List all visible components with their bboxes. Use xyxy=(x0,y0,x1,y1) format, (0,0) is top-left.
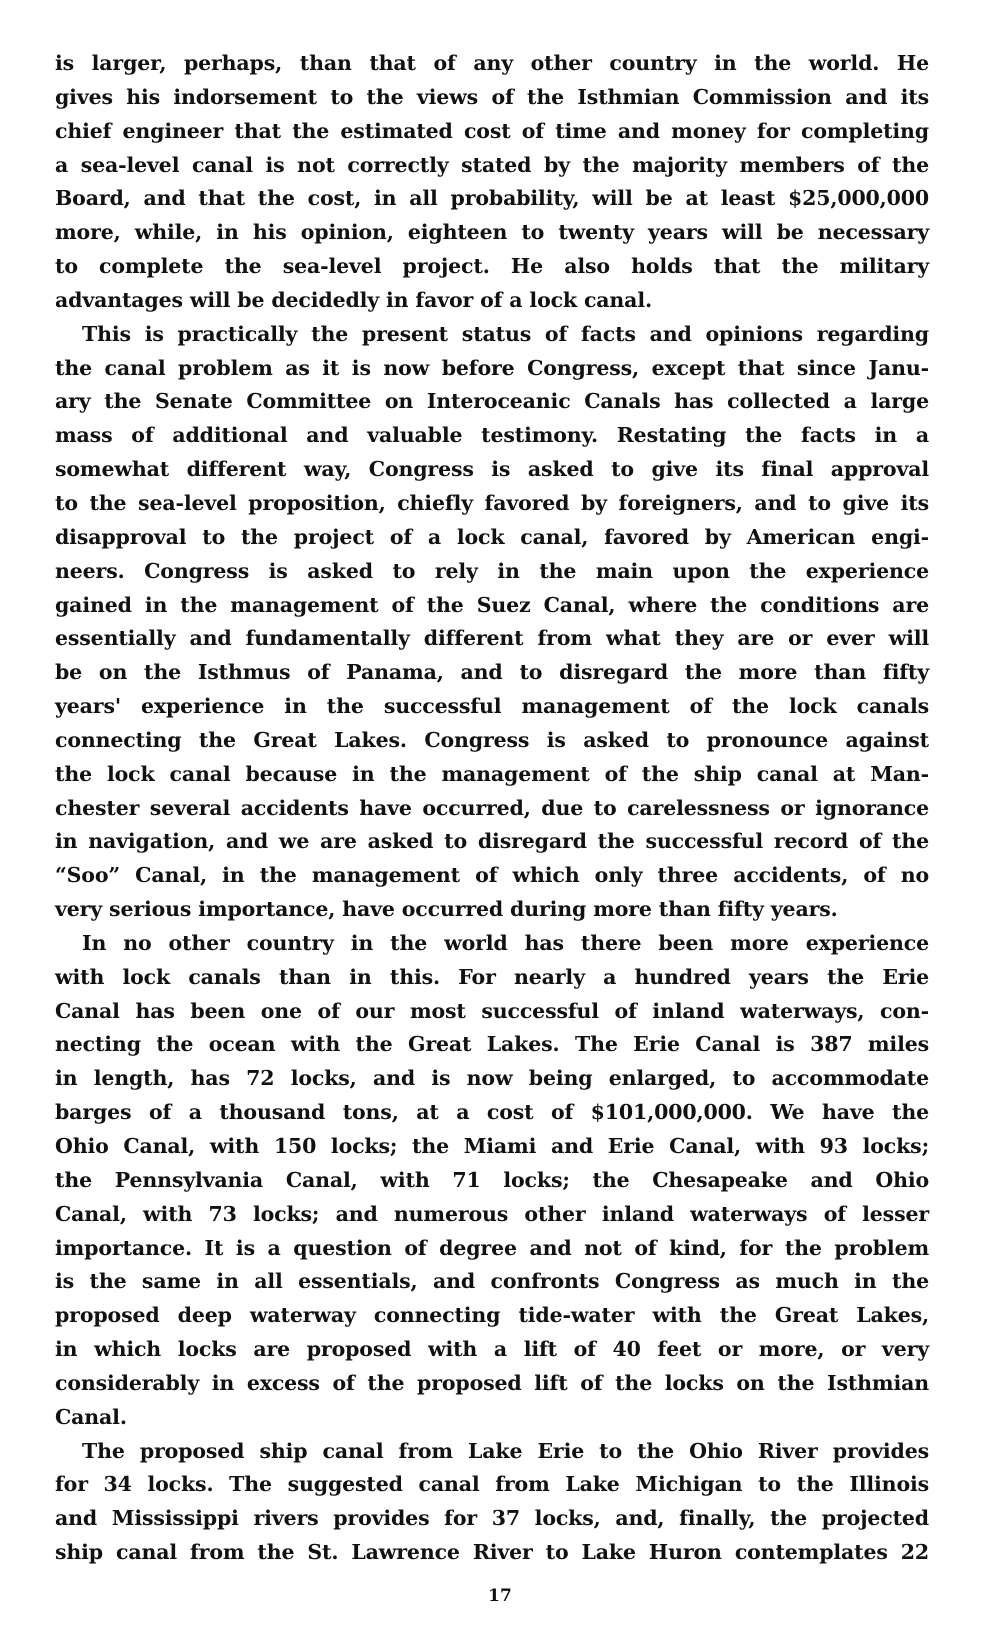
page-number: 17 xyxy=(488,1586,512,1606)
text-line: gives his indorsement to the views of the Isthmian Commission and its xyxy=(55,84,929,109)
text-line: the Pennsylvania Canal, with 71 locks; the Chesapeake and Ohio xyxy=(55,1167,929,1192)
text-line: advantages will be decidedly in favor of a lock canal. xyxy=(55,287,652,312)
text-line: Canal. xyxy=(55,1404,127,1429)
text-line: is larger, perhaps, than that of any other country in the world. He xyxy=(55,51,929,75)
text-line: proposed deep waterway connecting tide-water with the Great Lakes, xyxy=(55,1303,929,1328)
text-line: to complete the sea-level project. He also holds that the military xyxy=(55,254,929,279)
text-line: connecting the Great Lakes. Congress is asked to pronounce against xyxy=(55,727,929,752)
document-page xyxy=(55,47,929,1570)
text-line: disapproval to the project of a lock canal, favored by American engi- xyxy=(55,524,929,549)
text-line: and Mississippi rivers provides for 37 locks, and, finally, the projected xyxy=(55,1506,929,1531)
text-line: The proposed ship canal from Lake Erie to the Ohio River provides xyxy=(82,1438,929,1463)
text-line: in length, has 72 locks, and is now being enlarged, to accommodate xyxy=(55,1066,929,1091)
text-line: chester several accidents have occurred, due to carelessness or ignorance xyxy=(55,795,929,820)
text-line: Board, and that the cost, in all probability, will be at least $25,000,000 xyxy=(55,186,929,211)
text-line: years' experience in the successful management of the lock canals xyxy=(55,694,929,719)
text-line: necting the ocean with the Great Lakes. The Erie Canal is 387 miles xyxy=(55,1032,929,1057)
text-line: the lock canal because in the management of the ship canal at Man- xyxy=(55,761,929,786)
text-line: importance. It is a question of degree and not of kind, for the problem xyxy=(55,1235,929,1260)
text-line: essentially and fundamentally different from what they are or ever will xyxy=(55,626,929,651)
text-line: be on the Isthmus of Panama, and to disregard the more than fifty xyxy=(55,660,929,685)
text-line: mass of additional and valuable testimony. Restating the facts in a xyxy=(55,423,929,448)
text-line: in which locks are proposed with a lift of 40 feet or more, or very xyxy=(55,1337,929,1362)
text-line: the canal problem as it is now before Congress, except that since Janu- xyxy=(55,355,929,380)
text-line: ship canal from the St. Lawrence River to Lake Huron contemplates 22 xyxy=(55,1540,929,1565)
text-line: to the sea-level proposition, chiefly favored by foreigners, and to give its xyxy=(55,490,929,515)
text-line: a sea-level canal is not correctly stated by the majority members of the xyxy=(55,152,929,177)
text-line: This is practically the present status of facts and opinions regarding xyxy=(82,321,929,346)
text-line: chief engineer that the estimated cost of time and money for completing xyxy=(55,118,929,143)
text-line: considerably in excess of the proposed lift of the locks on the Isthmian xyxy=(55,1370,929,1395)
text-line: Canal, with 73 locks; and numerous other inland waterways of lesser xyxy=(55,1201,929,1226)
paragraph-4 xyxy=(55,1435,929,1570)
text-line: gained in the management of the Suez Canal, where the conditions are xyxy=(55,592,929,617)
text-line: “Soo” Canal, in the management of which only three accidents, of no xyxy=(55,863,929,888)
text-line: Ohio Canal, with 150 locks; the Miami and Erie Canal, with 93 locks; xyxy=(55,1134,929,1158)
text-line: is the same in all essentials, and confronts Congress as much in the xyxy=(55,1269,929,1294)
text-line: in navigation, and we are asked to disregard the successful record of the xyxy=(55,829,929,854)
text-line: neers. Congress is asked to rely in the main upon the experience xyxy=(55,558,929,583)
text-line: more, while, in his opinion, eighteen to twenty years will be necessary xyxy=(55,220,929,245)
text-line: ary the Senate Committee on Interoceanic Canals has collected a large xyxy=(55,389,929,414)
paragraph-1 xyxy=(55,47,929,318)
text-line: Canal has been one of our most successful of inland waterways, con- xyxy=(55,998,929,1023)
paragraph-3 xyxy=(55,927,929,1435)
paragraph-2 xyxy=(55,318,929,927)
text-line: In no other country in the world has there been more experience xyxy=(82,930,929,955)
text-line: for 34 locks. The suggested canal from Lake Michigan to the Illinois xyxy=(55,1472,929,1497)
text-line: barges of a thousand tons, at a cost of $101,000,000. We have the xyxy=(55,1100,929,1125)
text-line: somewhat different way, Congress is asked to give its final approval xyxy=(55,457,929,482)
text-line: with lock canals than in this. For nearly a hundred years the Erie xyxy=(55,964,929,989)
text-line: very serious importance, have occurred during more than fifty years. xyxy=(55,897,838,922)
